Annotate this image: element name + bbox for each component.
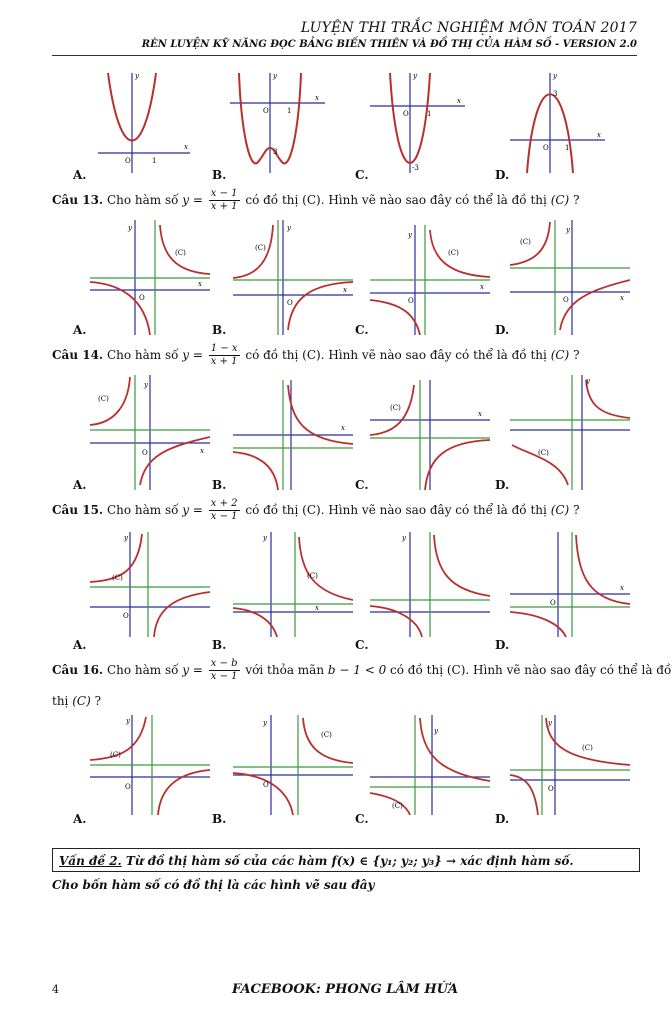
- graph-label-c: (C): [321, 731, 332, 739]
- option-a: A.: [73, 168, 87, 182]
- fraction: $\frac{x - 1}{x + 1}$: [210, 188, 238, 212]
- graph-q16-a: [90, 715, 210, 815]
- graph-label-c: (C): [307, 572, 318, 580]
- graph-q12-c: [365, 68, 475, 178]
- option-b: B.: [212, 168, 227, 182]
- header-divider: [52, 55, 637, 56]
- fraction: $\frac{x + 2}{x - 1}$: [210, 498, 238, 522]
- graph-q13-a: [90, 220, 210, 335]
- question-label: Câu 14.: [52, 348, 104, 362]
- question-16-line2: thị (C) ?: [52, 694, 102, 708]
- graph-label-c: (C): [255, 244, 266, 252]
- graph-label-y: y: [408, 231, 412, 239]
- question-13: Câu 13. Cho hàm số y = $\frac{x - 1}{x + 1}$ có đồ thị (C). Hình vẽ nào sao đây có thể là đồ thị (C) ?: [52, 188, 580, 212]
- graph-label-x: x: [315, 94, 319, 102]
- graph-q14-d: [510, 375, 630, 490]
- graph-label-c: (C): [98, 395, 109, 403]
- option-d: D.: [495, 323, 510, 337]
- graph-label-o: O: [548, 785, 554, 793]
- option-a: A.: [73, 638, 87, 652]
- question-14: Câu 14. Cho hàm số y = $\frac{1 - x}{x + 1}$ có đồ thị (C). Hình vẽ nào sao đây có thể là đồ thị (C) ?: [52, 343, 580, 367]
- option-d: D.: [495, 812, 510, 826]
- graph-label-x: x: [184, 143, 188, 151]
- graph-q12-d: [505, 68, 615, 178]
- graph-label-x: x: [620, 584, 624, 592]
- graph-label-o: O: [403, 110, 409, 118]
- graph-label-x: x: [457, 97, 461, 105]
- section-arrow: → xác định hàm số.: [446, 854, 574, 868]
- option-c: C.: [355, 323, 369, 337]
- graph-label-neg3: -3: [412, 164, 419, 172]
- graph-q16-c: [370, 715, 490, 815]
- graph-label-o: O: [125, 783, 131, 791]
- option-b: B.: [212, 812, 227, 826]
- graph-label-x: x: [343, 286, 347, 294]
- fraction: $\frac{x - b}{x - 1}$: [210, 658, 238, 682]
- option-a: A.: [73, 812, 87, 826]
- graph-q15-d: [510, 532, 630, 637]
- graph-label-three: 3: [553, 90, 558, 98]
- graph-q15-b: [233, 532, 353, 637]
- graph-label-y: y: [126, 717, 130, 725]
- option-d: D.: [495, 168, 510, 182]
- graph-label-c: (C): [392, 802, 403, 810]
- section-text: Từ đồ thị hàm số của các hàm: [125, 854, 328, 868]
- header-subtitle: RÈN LUYỆN KỸ NĂNG ĐỌC BẢNG BIẾN THIÊN VÀ ĐỒ THỊ CỦA HÀM SỐ - VERSION 2.0: [141, 39, 637, 50]
- option-a: A.: [73, 323, 87, 337]
- question-label: Câu 15.: [52, 503, 104, 517]
- section-box: [52, 848, 640, 872]
- section-subtitle: Cho bốn hàm số có đồ thị là các hình vẽ sau đây: [52, 878, 375, 892]
- graph-label-x: x: [198, 280, 202, 288]
- graph-label-three: 3: [273, 148, 278, 156]
- graph-label-x: x: [315, 604, 319, 612]
- graph-q16-b: [233, 715, 353, 815]
- graph-label-one: 1: [427, 110, 432, 118]
- graph-label-y: y: [434, 727, 438, 735]
- graph-label-c: (C): [112, 574, 123, 582]
- section-title: Vấn đề 2.: [59, 854, 122, 868]
- graph-label-one: 1: [565, 144, 570, 152]
- graph-label-x: x: [200, 447, 204, 455]
- graph-label-y: y: [553, 72, 557, 80]
- graph-q16-d: [510, 715, 630, 815]
- graph-label-o: O: [408, 297, 414, 305]
- option-d: D.: [495, 478, 510, 492]
- graph-q13-d: [510, 220, 630, 335]
- graph-label-o: O: [139, 294, 145, 302]
- graph-label-y: y: [287, 224, 291, 232]
- graph-label-o: O: [543, 144, 549, 152]
- graph-label-y: y: [273, 72, 277, 80]
- graph-label-o: O: [563, 296, 569, 304]
- footer-text: FACEBOOK: PHONG LÂM HỨA: [232, 982, 459, 997]
- graph-q15-a: [90, 532, 210, 637]
- graph-label-y: y: [586, 377, 590, 385]
- graph-label-o: O: [263, 781, 269, 789]
- option-b: B.: [212, 638, 227, 652]
- graph-q12-b: [225, 68, 335, 178]
- graph-label-o: O: [550, 599, 556, 607]
- graph-q14-a: [90, 375, 210, 490]
- question-label: Câu 13.: [52, 193, 104, 207]
- graph-label-one: 1: [287, 107, 292, 115]
- graph-label-y: y: [135, 72, 139, 80]
- question-label: Câu 16.: [52, 663, 104, 677]
- graph-label-o: O: [125, 157, 131, 165]
- graph-label-y: y: [128, 224, 132, 232]
- graph-q14-b: [233, 380, 353, 490]
- graph-q15-c: [370, 532, 490, 637]
- graph-q14-c: [370, 380, 490, 490]
- option-c: C.: [355, 478, 369, 492]
- question-16: Câu 16. Cho hàm số y = $\frac{x - b}{x - 1}$ với thỏa mãn b − 1 < 0 có đồ thị (C). Hình vẽ nào sao đây có thể là đồ: [52, 658, 671, 682]
- graph-label-o: O: [142, 449, 148, 457]
- option-c: C.: [355, 638, 369, 652]
- graph-label-o: O: [287, 299, 293, 307]
- header-title: LUYỆN THI TRẮC NGHIỆM MÔN TOÁN 2017: [300, 20, 637, 36]
- question-15: Câu 15. Cho hàm số y = $\frac{x + 2}{x - 1}$ có đồ thị (C). Hình vẽ nào sao đây có thể là đồ thị (C) ?: [52, 498, 580, 522]
- graph-label-c: (C): [538, 449, 549, 457]
- option-c: C.: [355, 168, 369, 182]
- graph-label-y: y: [124, 534, 128, 542]
- graph-q12-a: [90, 68, 200, 178]
- graph-label-c: (C): [175, 249, 186, 257]
- graph-q13-b: [233, 220, 353, 335]
- option-c: C.: [355, 812, 369, 826]
- graph-label-x: x: [478, 410, 482, 418]
- graph-label-x: x: [341, 424, 345, 432]
- option-b: B.: [212, 323, 227, 337]
- fraction: $\frac{1 - x}{x + 1}$: [210, 343, 238, 367]
- graph-label-x: x: [620, 294, 624, 302]
- graph-label-o: O: [123, 612, 129, 620]
- option-a: A.: [73, 478, 87, 492]
- graph-label-y: y: [144, 381, 148, 389]
- graph-label-c: (C): [520, 238, 531, 246]
- graph-label-o: O: [263, 107, 269, 115]
- graph-label-y: y: [548, 719, 552, 727]
- graph-label-y: y: [263, 719, 267, 727]
- graph-label-c: (C): [448, 249, 459, 257]
- graph-label-y: y: [413, 72, 417, 80]
- graph-label-y: y: [263, 534, 267, 542]
- graph-q13-c: [370, 225, 490, 335]
- graph-label-x: x: [480, 283, 484, 291]
- option-b: B.: [212, 478, 227, 492]
- graph-label-c: (C): [582, 744, 593, 752]
- option-d: D.: [495, 638, 510, 652]
- graph-label-c: (C): [110, 751, 121, 759]
- graph-label-one: 1: [152, 157, 157, 165]
- graph-label-x: x: [597, 131, 601, 139]
- graph-label-y: y: [402, 534, 406, 542]
- graph-label-c: (C): [390, 404, 401, 412]
- page-number: 4: [52, 983, 59, 996]
- section-math: f(x) ∈ {y₁; y₂; y₃}: [331, 854, 442, 868]
- graph-label-y: y: [566, 226, 570, 234]
